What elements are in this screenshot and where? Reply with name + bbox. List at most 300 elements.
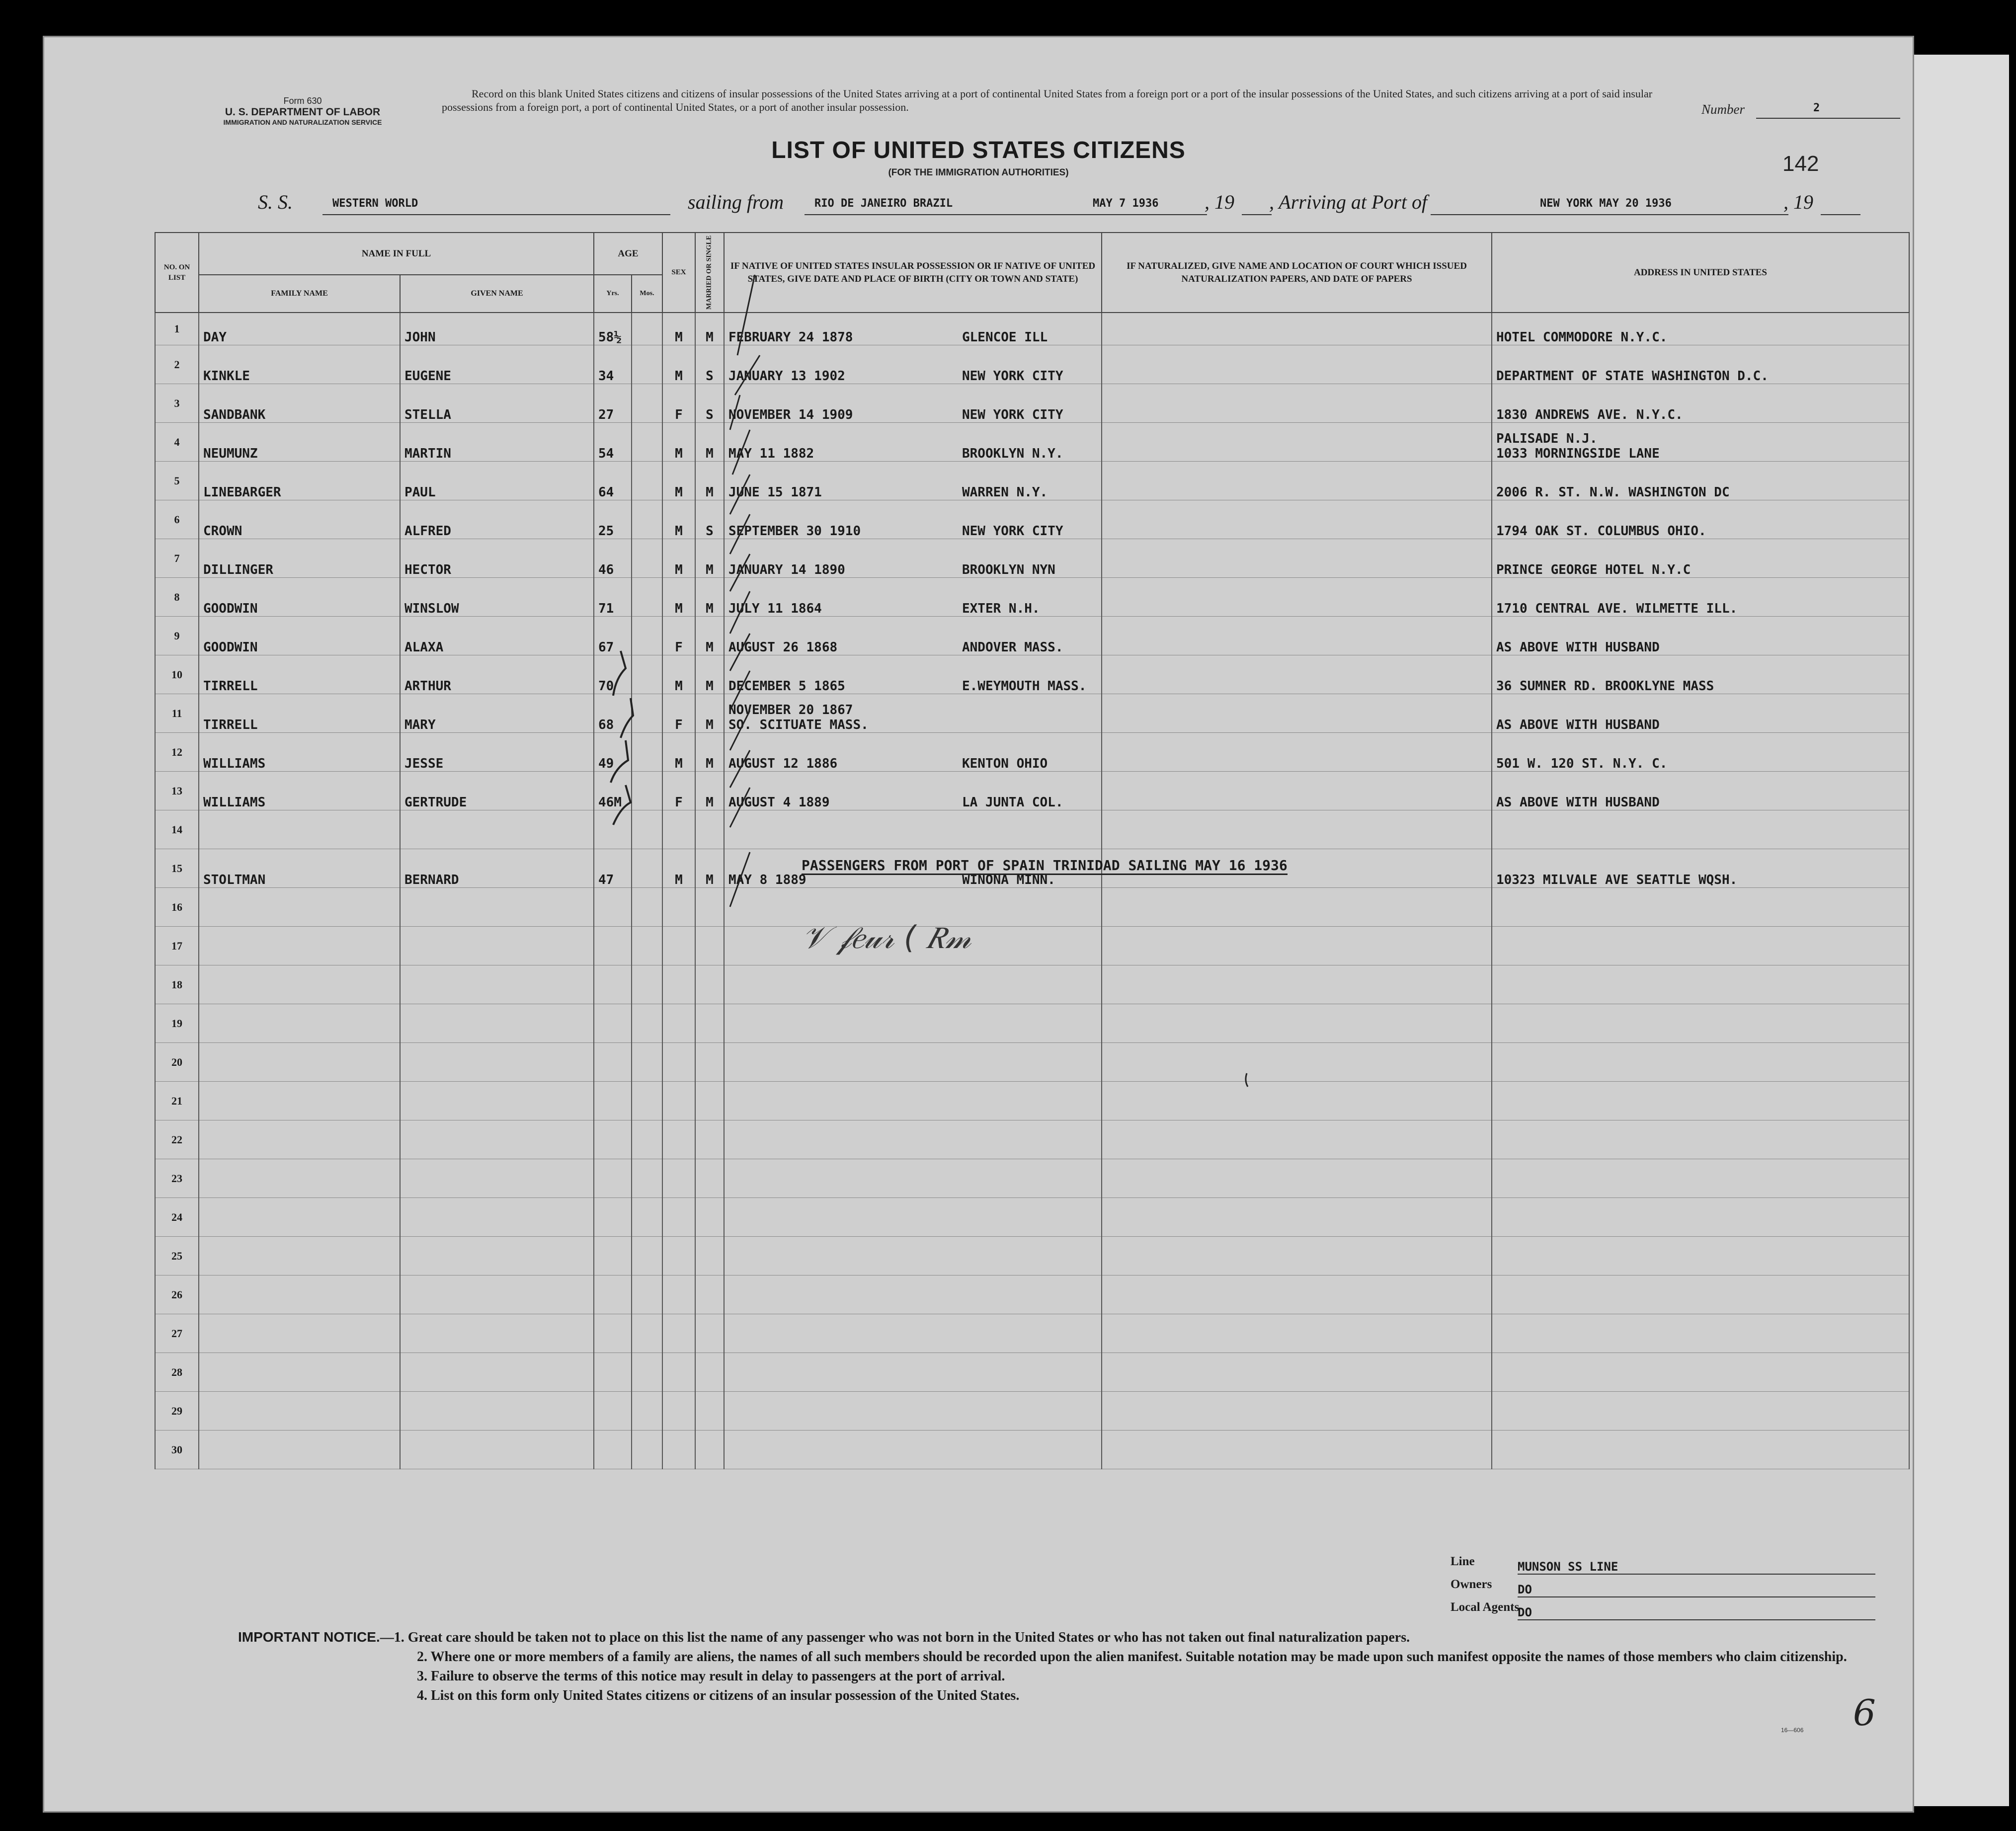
- cell-birth-info: [724, 1198, 1102, 1237]
- cell-address: [1492, 1431, 1909, 1469]
- birth-date: MAY 11 1882: [728, 446, 814, 461]
- cell-list-number: 13: [155, 772, 199, 810]
- cell-address: [1492, 1004, 1909, 1043]
- cell-birth-info: [724, 733, 1102, 772]
- cell-given-name: ALFRED: [400, 500, 594, 539]
- cell-marital-status: M: [695, 423, 724, 462]
- cell-sex: M: [662, 423, 695, 462]
- cell-naturalization-info: [1102, 500, 1492, 539]
- cell-address: [1492, 1198, 1909, 1237]
- agents-value: DO: [1518, 1605, 1875, 1620]
- cell-naturalization-info: [1102, 462, 1492, 500]
- birth-date: NOVEMBER 20 1867: [728, 703, 853, 717]
- cell-marital-status: M: [695, 849, 724, 888]
- cell-family-name: [199, 1082, 400, 1120]
- trinidad-banner: PASSENGERS FROM PORT OF SPAIN TRINIDAD SAILING MAY 16 1936: [802, 857, 1288, 875]
- ss-label: S. S.: [258, 191, 293, 213]
- cell-naturalization-info: [1102, 772, 1492, 810]
- cell-birth-info: [724, 617, 1102, 655]
- cell-age-years: [594, 1353, 632, 1392]
- cell-naturalization-info: [1102, 694, 1492, 733]
- cell-age-years: [594, 1004, 632, 1043]
- cell-marital-status: [695, 927, 724, 965]
- cell-naturalization-info: [1102, 539, 1492, 578]
- cell-marital-status: [695, 1159, 724, 1198]
- birth-date: JANUARY 14 1890: [728, 562, 845, 577]
- cell-age-years: [594, 1198, 632, 1237]
- cell-naturalization-info: [1102, 313, 1492, 345]
- cell-age-months: [632, 578, 662, 617]
- cell-given-name: [400, 1120, 594, 1159]
- cell-sex: M: [662, 849, 695, 888]
- cell-sex: [662, 1314, 695, 1353]
- cell-birth-info: [724, 1043, 1102, 1082]
- address-line-1: DEPARTMENT OF STATE WASHINGTON D.C.: [1496, 369, 1769, 384]
- cell-sex: F: [662, 617, 695, 655]
- notice-item4: List on this form only United States citizens or citizens of an insular possession of the United States.: [431, 1688, 1020, 1703]
- cell-birth-info: [724, 1237, 1102, 1275]
- form-instructions: Record on this blank United States citizens and citizens of insular possessions of the United States arriving at a port of continental United States from a foreign port or a port of the insular possessions of the United States, and such citizens arriving at a port of said insular possessions from a foreign port, a port of continental United States, or a port of another insular possession.: [442, 87, 1653, 113]
- cell-family-name: WILLIAMS: [199, 772, 400, 810]
- cell-given-name: ALAXA: [400, 617, 594, 655]
- cell-birth-info: [724, 313, 1102, 345]
- cell-address: [1492, 772, 1909, 810]
- cell-sex: M: [662, 539, 695, 578]
- cell-sex: [662, 1431, 695, 1469]
- cell-list-number: 24: [155, 1198, 199, 1237]
- number-value: 2: [1813, 102, 1820, 114]
- cell-given-name: [400, 965, 594, 1004]
- cell-address: [1492, 1120, 1909, 1159]
- address-line-1: 1710 CENTRAL AVE. WILMETTE ILL.: [1496, 601, 1738, 616]
- table-row: [155, 655, 1909, 694]
- cell-address: [1492, 1043, 1909, 1082]
- cell-address: [1492, 1314, 1909, 1353]
- cell-given-name: [400, 810, 594, 849]
- birth-date: SEPTEMBER 30 1910: [728, 524, 861, 539]
- cell-family-name: GOODWIN: [199, 617, 400, 655]
- cell-address: [1492, 733, 1909, 772]
- cell-sex: [662, 965, 695, 1004]
- cell-age-years: 49: [594, 733, 632, 772]
- important-notice: [238, 1627, 1883, 1705]
- birth-place: ANDOVER MASS.: [962, 640, 1063, 655]
- cell-naturalization-info: [1102, 578, 1492, 617]
- cell-age-years: [594, 1275, 632, 1314]
- cell-marital-status: M: [695, 655, 724, 694]
- table-row: [155, 1314, 1909, 1353]
- cell-sex: [662, 810, 695, 849]
- cell-birth-info: [724, 965, 1102, 1004]
- cell-marital-status: [695, 1314, 724, 1353]
- table-row: [155, 1431, 1909, 1469]
- address-line-1: PALISADE N.J.: [1496, 431, 1598, 446]
- cell-age-months: [632, 733, 662, 772]
- cell-naturalization-info: [1102, 733, 1492, 772]
- cell-marital-status: M: [695, 462, 724, 500]
- cell-family-name: WILLIAMS: [199, 733, 400, 772]
- cell-marital-status: M: [695, 772, 724, 810]
- cell-given-name: [400, 1275, 594, 1314]
- cell-birth-info: [724, 384, 1102, 423]
- cell-family-name: [199, 1275, 400, 1314]
- cell-birth-info: [724, 1159, 1102, 1198]
- header-given-name: GIVEN NAME: [400, 275, 594, 313]
- cell-list-number: 9: [155, 617, 199, 655]
- table-row: [155, 462, 1909, 500]
- cell-age-years: [594, 1431, 632, 1469]
- cell-address: [1492, 1353, 1909, 1392]
- year-field-1: [1242, 192, 1272, 215]
- table-row: [155, 313, 1909, 345]
- header-yrs: Yrs.: [594, 275, 632, 313]
- cell-family-name: [199, 1392, 400, 1431]
- page-number: 6: [1853, 1692, 1876, 1734]
- cell-age-years: 46: [594, 539, 632, 578]
- cell-address: [1492, 849, 1909, 888]
- cell-age-years: 64: [594, 462, 632, 500]
- cell-age-years: [594, 888, 632, 927]
- table-row: [155, 1082, 1909, 1120]
- date-from: MAY 7 1936: [1093, 197, 1159, 210]
- cell-age-months: [632, 1004, 662, 1043]
- table-row: [155, 810, 1909, 849]
- cell-list-number: 1: [155, 313, 199, 345]
- cell-family-name: CROWN: [199, 500, 400, 539]
- cell-birth-info: [724, 694, 1102, 733]
- sailing-from-field: [805, 192, 1207, 215]
- table-row: [155, 965, 1909, 1004]
- service-name: IMMIGRATION AND NATURALIZATION SERVICE: [223, 118, 382, 126]
- address-line-1: 2006 R. ST. N.W. WASHINGTON DC: [1496, 485, 1730, 500]
- table-row: [155, 733, 1909, 772]
- stamp-number: 142: [1782, 152, 1819, 176]
- cell-marital-status: [695, 810, 724, 849]
- cell-sex: [662, 1392, 695, 1431]
- cell-given-name: JESSE: [400, 733, 594, 772]
- cell-naturalization-info: [1102, 423, 1492, 462]
- cell-family-name: [199, 1431, 400, 1469]
- cell-birth-info: [724, 1082, 1102, 1120]
- cell-naturalization-info: [1102, 927, 1492, 965]
- arriving-field: [1431, 192, 1788, 215]
- cell-age-months: [632, 655, 662, 694]
- table-row: [155, 1120, 1909, 1159]
- cell-address: [1492, 1392, 1909, 1431]
- cell-age-months: [632, 1043, 662, 1082]
- cell-age-months: [632, 927, 662, 965]
- cell-age-months: [632, 617, 662, 655]
- table-row: [155, 1159, 1909, 1198]
- cell-age-months: [632, 1431, 662, 1469]
- cell-sex: [662, 1043, 695, 1082]
- cell-sex: [662, 888, 695, 927]
- handwritten-annotation: 𝒱 𝒻𝑒𝓊𝓇 ( 𝑅𝓂: [802, 919, 971, 955]
- cell-list-number: 18: [155, 965, 199, 1004]
- table-row: [155, 1275, 1909, 1314]
- cell-address: [1492, 694, 1909, 733]
- cell-age-months: [632, 1159, 662, 1198]
- birth-date: FEBRUARY 24 1878: [728, 330, 853, 345]
- cell-family-name: NEUMUNZ: [199, 423, 400, 462]
- cell-address: [1492, 927, 1909, 965]
- cell-marital-status: [695, 1082, 724, 1120]
- cell-age-years: 54: [594, 423, 632, 462]
- cell-address: [1492, 655, 1909, 694]
- cell-age-months: [632, 539, 662, 578]
- header-no-on-list: NO. ON LIST: [155, 233, 199, 313]
- cell-list-number: 17: [155, 927, 199, 965]
- birth-date: JANUARY 13 1902: [728, 369, 845, 384]
- cell-sex: M: [662, 655, 695, 694]
- cell-birth-info: [724, 1120, 1102, 1159]
- cell-family-name: TIRRELL: [199, 655, 400, 694]
- cell-birth-info: [724, 345, 1102, 384]
- cell-family-name: [199, 810, 400, 849]
- birth-place: BROOKLYN NYN: [962, 562, 1055, 577]
- cell-age-months: [632, 1120, 662, 1159]
- cell-age-months: [632, 1275, 662, 1314]
- form-code: 16—606: [1781, 1727, 1804, 1734]
- cell-age-years: [594, 1237, 632, 1275]
- address-line-1: 36 SUMNER RD. BROOKLYNE MASS: [1496, 679, 1714, 694]
- cell-age-years: [594, 1082, 632, 1120]
- cell-given-name: GERTRUDE: [400, 772, 594, 810]
- header-address: ADDRESS IN UNITED STATES: [1492, 233, 1909, 313]
- cell-list-number: 23: [155, 1159, 199, 1198]
- cell-naturalization-info: [1102, 1314, 1492, 1353]
- cell-given-name: WINSLOW: [400, 578, 594, 617]
- table-row: [155, 927, 1909, 965]
- cell-birth-info: [724, 1392, 1102, 1431]
- cell-birth-info: [724, 1004, 1102, 1043]
- table-row: [155, 694, 1909, 733]
- cell-age-months: [632, 384, 662, 423]
- cell-family-name: [199, 1120, 400, 1159]
- ship-name: WESTERN WORLD: [332, 197, 418, 210]
- notice-item2: Where one or more members of a family are aliens, the names of all such members should be recorded upon the alien manifest. Suitable notation may be made upon such manifest opposite the names of those members who claim citizenship.: [430, 1649, 1847, 1665]
- cell-birth-info: [724, 539, 1102, 578]
- cell-given-name: [400, 888, 594, 927]
- cell-age-months: [632, 965, 662, 1004]
- cell-address: [1492, 313, 1909, 345]
- cell-naturalization-info: [1102, 1043, 1492, 1082]
- table-row: [155, 1043, 1909, 1082]
- cell-given-name: [400, 1431, 594, 1469]
- cell-list-number: 22: [155, 1120, 199, 1159]
- cell-marital-status: S: [695, 345, 724, 384]
- cell-marital-status: M: [695, 539, 724, 578]
- table-row: [155, 1198, 1909, 1237]
- cell-naturalization-info: [1102, 1275, 1492, 1314]
- header-married-single: MARRIED OR SINGLE: [695, 233, 724, 313]
- table-row: [155, 345, 1909, 384]
- cell-list-number: 28: [155, 1353, 199, 1392]
- address-line-1: 1794 OAK ST. COLUMBUS OHIO.: [1496, 524, 1706, 539]
- cell-sex: M: [662, 313, 695, 345]
- cell-list-number: 15: [155, 849, 199, 888]
- cell-list-number: 2: [155, 345, 199, 384]
- page-subtitle: (FOR THE IMMIGRATION AUTHORITIES): [888, 167, 1069, 178]
- ship-field: [323, 192, 670, 215]
- cell-address: [1492, 617, 1909, 655]
- birth-place: E.WEYMOUTH MASS.: [962, 679, 1087, 694]
- cell-address: [1492, 384, 1909, 423]
- cell-sex: [662, 1353, 695, 1392]
- cell-marital-status: [695, 1120, 724, 1159]
- cell-given-name: [400, 1237, 594, 1275]
- cell-list-number: 10: [155, 655, 199, 694]
- cell-marital-status: S: [695, 384, 724, 423]
- notice-item2-number: 2.: [417, 1649, 427, 1665]
- birth-date: AUGUST 26 1868: [728, 640, 838, 655]
- address-line-2: 1033 MORNINGSIDE LANE: [1496, 446, 1660, 461]
- header-birth: IF NATIVE OF UNITED STATES INSULAR POSSESSION OR IF NATIVE OF UNITED STATES, GIVE DATE AND PLACE OF BIRTH (CITY OR TOWN AND STATE): [724, 233, 1102, 313]
- birth-place: NEW YORK CITY: [962, 369, 1063, 384]
- cell-sex: M: [662, 500, 695, 539]
- cell-birth-info: [724, 423, 1102, 462]
- cell-family-name: DILLINGER: [199, 539, 400, 578]
- address-line-1: PRINCE GEORGE HOTEL N.Y.C: [1496, 562, 1691, 577]
- cell-naturalization-info: [1102, 1159, 1492, 1198]
- cell-marital-status: M: [695, 617, 724, 655]
- cell-given-name: BERNARD: [400, 849, 594, 888]
- cell-naturalization-info: [1102, 965, 1492, 1004]
- cell-family-name: SANDBANK: [199, 384, 400, 423]
- cell-given-name: PAUL: [400, 462, 594, 500]
- cell-given-name: [400, 1198, 594, 1237]
- cell-address: [1492, 462, 1909, 500]
- cell-given-name: MARTIN: [400, 423, 594, 462]
- cell-naturalization-info: [1102, 1004, 1492, 1043]
- cell-address: [1492, 1159, 1909, 1198]
- cell-age-years: [594, 1314, 632, 1353]
- cell-given-name: JOHN: [400, 313, 594, 345]
- cell-list-number: 30: [155, 1431, 199, 1469]
- manifest-page: [43, 36, 1914, 1813]
- address-line-1: HOTEL COMMODORE N.Y.C.: [1496, 330, 1668, 345]
- page-title: LIST OF UNITED STATES CITIZENS: [771, 137, 1186, 163]
- cell-age-months: [632, 772, 662, 810]
- cell-age-years: 71: [594, 578, 632, 617]
- birth-place: WARREN N.Y.: [962, 485, 1048, 500]
- cell-marital-status: [695, 1004, 724, 1043]
- cell-sex: F: [662, 384, 695, 423]
- cell-birth-info: [724, 578, 1102, 617]
- line-label: Line: [1451, 1555, 1475, 1568]
- cell-age-months: [632, 462, 662, 500]
- line-info-block: [1451, 1555, 1898, 1623]
- cell-marital-status: M: [695, 733, 724, 772]
- year-label-1: , 19: [1205, 191, 1234, 213]
- birth-date: DECEMBER 5 1865: [728, 679, 845, 694]
- cell-marital-status: [695, 1392, 724, 1431]
- cell-age-months: [632, 810, 662, 849]
- cell-family-name: GOODWIN: [199, 578, 400, 617]
- cell-family-name: [199, 1237, 400, 1275]
- header-naturalized: IF NATURALIZED, GIVE NAME AND LOCATION OF COURT WHICH ISSUED NATURALIZATION PAPERS, AND DATE OF PAPERS: [1102, 233, 1492, 313]
- cell-family-name: [199, 965, 400, 1004]
- cell-list-number: 14: [155, 810, 199, 849]
- cell-list-number: 5: [155, 462, 199, 500]
- birth-place: NEW YORK CITY: [962, 524, 1063, 539]
- cell-marital-status: [695, 1275, 724, 1314]
- cell-sex: M: [662, 733, 695, 772]
- cell-marital-status: [695, 965, 724, 1004]
- birth-date: AUGUST 12 1886: [728, 756, 838, 771]
- cell-age-years: 67: [594, 617, 632, 655]
- cell-age-months: [632, 888, 662, 927]
- cell-sex: [662, 1004, 695, 1043]
- cell-age-months: [632, 423, 662, 462]
- cell-given-name: HECTOR: [400, 539, 594, 578]
- table-row: [155, 1392, 1909, 1431]
- passenger-table: [155, 232, 1910, 1469]
- form-identifier: [193, 96, 412, 126]
- birth-date: AUGUST 4 1889: [728, 795, 830, 810]
- cell-sex: [662, 1198, 695, 1237]
- cell-given-name: ARTHUR: [400, 655, 594, 694]
- table-row: [155, 1004, 1909, 1043]
- cell-naturalization-info: [1102, 384, 1492, 423]
- cell-age-months: [632, 1237, 662, 1275]
- cell-sex: [662, 927, 695, 965]
- cell-family-name: [199, 1043, 400, 1082]
- birth-date: MAY 8 1889: [728, 873, 806, 887]
- notice-item1-number: —1.: [380, 1630, 404, 1645]
- cell-birth-info: [724, 810, 1102, 849]
- cell-birth-info: [724, 1431, 1102, 1469]
- cell-list-number: 6: [155, 500, 199, 539]
- cell-age-years: 34: [594, 345, 632, 384]
- cell-address: [1492, 1082, 1909, 1120]
- cell-marital-status: M: [695, 313, 724, 345]
- cell-list-number: 27: [155, 1314, 199, 1353]
- cell-address: [1492, 578, 1909, 617]
- cell-birth-info: [724, 655, 1102, 694]
- number-label: Number: [1701, 102, 1745, 117]
- birth-place: KENTON OHIO: [962, 756, 1048, 771]
- cell-birth-info: [724, 500, 1102, 539]
- header-mos: Mos.: [632, 275, 662, 313]
- cell-age-years: 46M: [594, 772, 632, 810]
- cell-given-name: [400, 1392, 594, 1431]
- owners-value: DO: [1518, 1583, 1875, 1597]
- notice-item3-number: 3.: [417, 1669, 427, 1684]
- passenger-rows: [155, 313, 1909, 1469]
- port-from: RIO DE JANEIRO BRAZIL: [814, 197, 953, 210]
- form-number: Form 630: [283, 96, 322, 106]
- birth-place: BROOKLYN N.Y.: [962, 446, 1063, 461]
- cell-family-name: [199, 1198, 400, 1237]
- cell-birth-info: [724, 462, 1102, 500]
- cell-list-number: 11: [155, 694, 199, 733]
- cell-given-name: [400, 1043, 594, 1082]
- notice-item4-number: 4.: [417, 1688, 427, 1703]
- address-line-1: 501 W. 120 ST. N.Y. C.: [1496, 756, 1668, 771]
- cell-address: [1492, 345, 1909, 384]
- cell-naturalization-info: [1102, 617, 1492, 655]
- cell-age-years: [594, 927, 632, 965]
- address-line-1: AS ABOVE WITH HUSBAND: [1496, 717, 1660, 732]
- cell-address: [1492, 500, 1909, 539]
- cell-age-years: [594, 1120, 632, 1159]
- cell-sex: M: [662, 345, 695, 384]
- cell-age-months: [632, 694, 662, 733]
- cell-marital-status: S: [695, 500, 724, 539]
- cell-address: [1492, 1275, 1909, 1314]
- cell-list-number: 3: [155, 384, 199, 423]
